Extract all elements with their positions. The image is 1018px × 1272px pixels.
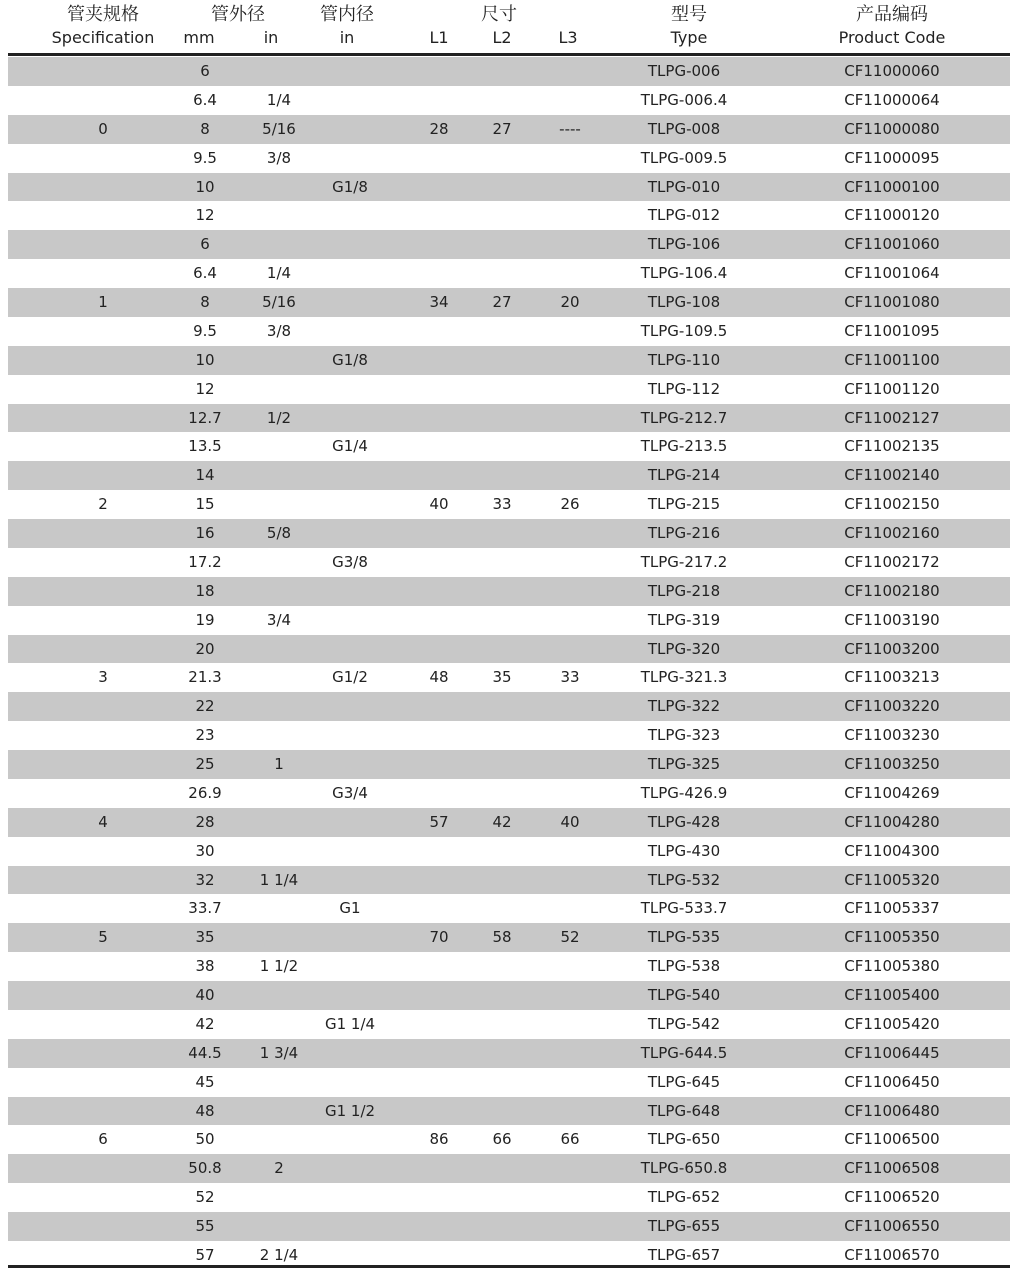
od-mm-cell: 33.7 bbox=[188, 899, 222, 918]
table-row bbox=[8, 750, 1010, 779]
type-cell: TLPG-321.3 bbox=[640, 668, 728, 687]
table-row bbox=[8, 1010, 1010, 1039]
code-cell: CF11001100 bbox=[844, 350, 940, 369]
id-in-cell: G1/8 bbox=[332, 177, 368, 196]
code-cell: CF11002180 bbox=[844, 581, 940, 600]
od-mm-cell: 6 bbox=[200, 235, 210, 254]
type-cell: TLPG-319 bbox=[647, 610, 721, 629]
code-cell: CF11006450 bbox=[844, 1072, 940, 1091]
od-header-zh: 管外径 bbox=[211, 4, 265, 25]
code-cell: CF11005380 bbox=[844, 957, 940, 976]
l2-cell: 35 bbox=[492, 668, 512, 687]
type-cell: TLPG-532 bbox=[647, 870, 721, 889]
table-row bbox=[8, 404, 1010, 433]
type-cell: TLPG-217.2 bbox=[640, 552, 728, 571]
code-cell: CF11001095 bbox=[844, 321, 940, 340]
id-in-cell: G1/4 bbox=[332, 437, 368, 456]
code-cell: CF11000060 bbox=[844, 62, 940, 80]
code-cell: CF11001060 bbox=[844, 235, 940, 254]
type-cell: TLPG-323 bbox=[647, 726, 721, 745]
od-mm-cell: 13.5 bbox=[188, 437, 222, 456]
table-row bbox=[8, 1097, 1010, 1126]
spec-cell: 2 bbox=[98, 495, 108, 514]
od-in-cell: 5/16 bbox=[262, 119, 296, 138]
type-cell: TLPG-540 bbox=[647, 986, 721, 1004]
od-mm-cell: 57 bbox=[195, 1245, 215, 1264]
l1-cell: 34 bbox=[429, 293, 449, 311]
table-row bbox=[8, 548, 1010, 577]
code-cell: CF11002140 bbox=[844, 466, 940, 485]
type-cell: TLPG-110 bbox=[647, 350, 721, 369]
code-cell: CF11000095 bbox=[844, 148, 940, 167]
spec-cell: 1 bbox=[98, 293, 108, 311]
type-header-zh: 型号 bbox=[671, 4, 707, 25]
table-row bbox=[8, 173, 1010, 202]
od-mm-cell: 48 bbox=[195, 1101, 215, 1120]
code-cell: CF11003200 bbox=[844, 639, 940, 658]
od-mm-cell: 21.3 bbox=[188, 668, 222, 687]
type-cell: TLPG-112 bbox=[647, 379, 721, 398]
code-cell: CF11000064 bbox=[844, 90, 940, 109]
table-row bbox=[8, 1212, 1010, 1241]
type-cell: TLPG-006 bbox=[647, 62, 721, 80]
table-row bbox=[8, 1183, 1010, 1212]
table-row bbox=[8, 490, 1010, 519]
od-mm-cell: 30 bbox=[195, 841, 215, 860]
type-cell: TLPG-538 bbox=[647, 957, 721, 976]
od-mm-cell: 42 bbox=[195, 1014, 215, 1033]
l2-cell: 27 bbox=[492, 119, 512, 138]
code-cell: CF11003230 bbox=[844, 726, 940, 745]
code-cell: CF11001080 bbox=[844, 293, 940, 311]
spec-cell: 5 bbox=[98, 928, 108, 947]
code-cell: CF11004269 bbox=[844, 783, 940, 802]
table-row bbox=[8, 288, 1010, 317]
od-mm-cell: 40 bbox=[195, 986, 215, 1004]
table-row bbox=[8, 663, 1010, 692]
od-mm-cell: 20 bbox=[195, 639, 215, 658]
od-in-cell: 1/4 bbox=[266, 264, 292, 283]
l1-cell: 48 bbox=[429, 668, 449, 687]
od-mm-cell: 23 bbox=[195, 726, 215, 745]
type-cell: TLPG-008 bbox=[647, 119, 721, 138]
type-cell: TLPG-542 bbox=[647, 1014, 721, 1033]
od-mm-cell: 12 bbox=[195, 379, 215, 398]
code-cell: CF11004300 bbox=[844, 841, 940, 860]
od-mm-cell: 6.4 bbox=[193, 264, 217, 283]
od-mm-cell: 15 bbox=[195, 495, 215, 514]
l3-cell: 66 bbox=[560, 1130, 580, 1149]
id-in-cell: G1 1/4 bbox=[324, 1014, 376, 1033]
spec-cell: 0 bbox=[98, 119, 108, 138]
table-row bbox=[8, 346, 1010, 375]
od-mm-cell: 26.9 bbox=[188, 783, 222, 802]
table-row bbox=[8, 1125, 1010, 1154]
l2-cell: 66 bbox=[492, 1130, 512, 1149]
spec-header-zh: 管夹规格 bbox=[67, 4, 139, 25]
code-cell: CF11006550 bbox=[844, 1217, 940, 1235]
od-mm-cell: 12 bbox=[195, 206, 215, 225]
table-row bbox=[8, 981, 1010, 1010]
code-cell: CF11001120 bbox=[844, 379, 940, 398]
code-cell: CF11006500 bbox=[844, 1130, 940, 1149]
od-mm-cell: 14 bbox=[195, 466, 215, 485]
code-cell: CF11006570 bbox=[844, 1245, 940, 1264]
table-row bbox=[8, 230, 1010, 259]
l2-cell: 58 bbox=[492, 928, 512, 947]
id-in-cell: G1 bbox=[339, 899, 361, 918]
table-row bbox=[8, 577, 1010, 606]
od-in-cell: 1/4 bbox=[266, 90, 292, 109]
od-mm-cell: 50.8 bbox=[188, 1159, 222, 1178]
code-cell: CF11005350 bbox=[844, 928, 940, 947]
id-in-cell: G1 1/2 bbox=[324, 1101, 376, 1120]
type-cell: TLPG-657 bbox=[647, 1245, 721, 1264]
type-cell: TLPG-650 bbox=[647, 1130, 721, 1149]
table-row bbox=[8, 894, 1010, 923]
od-mm-cell: 10 bbox=[195, 350, 215, 369]
code-header-zh: 产品编码 bbox=[856, 4, 928, 25]
table-header bbox=[0, 0, 1018, 55]
header-rule bbox=[8, 53, 1010, 56]
od-mm-cell: 6.4 bbox=[193, 90, 217, 109]
code-cell: CF11005400 bbox=[844, 986, 940, 1004]
type-cell: TLPG-106 bbox=[647, 235, 721, 254]
table-row bbox=[8, 808, 1010, 837]
od-mm-cell: 16 bbox=[195, 524, 215, 542]
id-in-cell: G3/8 bbox=[332, 552, 368, 571]
type-cell: TLPG-650.8 bbox=[640, 1159, 728, 1178]
table-row bbox=[8, 86, 1010, 115]
od-in-cell: 1 3/4 bbox=[259, 1043, 299, 1062]
code-cell: CF11005420 bbox=[844, 1014, 940, 1033]
table-row bbox=[8, 606, 1010, 635]
od-mm-cell: 50 bbox=[195, 1130, 215, 1149]
id-in-header: in bbox=[339, 28, 355, 47]
type-cell: TLPG-648 bbox=[647, 1101, 721, 1120]
table-row bbox=[8, 201, 1010, 230]
type-cell: TLPG-216 bbox=[647, 524, 721, 542]
type-cell: TLPG-006.4 bbox=[640, 90, 728, 109]
spec-cell: 3 bbox=[98, 668, 108, 687]
code-cell: CF11004280 bbox=[844, 812, 940, 831]
type-cell: TLPG-426.9 bbox=[640, 783, 728, 802]
table-row bbox=[8, 837, 1010, 866]
type-cell: TLPG-533.7 bbox=[640, 899, 728, 918]
table-body bbox=[8, 57, 1010, 1270]
bottom-rule bbox=[8, 1265, 1010, 1268]
od-in-cell: 2 bbox=[274, 1159, 284, 1178]
od-mm-cell: 12.7 bbox=[188, 408, 222, 427]
od-mm-cell: 45 bbox=[195, 1072, 215, 1091]
code-cell: CF11000120 bbox=[844, 206, 940, 225]
code-cell: CF11002160 bbox=[844, 524, 940, 542]
type-cell: TLPG-218 bbox=[647, 581, 721, 600]
od-mm-cell: 9.5 bbox=[193, 148, 217, 167]
type-cell: TLPG-325 bbox=[647, 755, 721, 773]
od-mm-cell: 8 bbox=[200, 119, 210, 138]
type-cell: TLPG-322 bbox=[647, 697, 721, 716]
type-cell: TLPG-214 bbox=[647, 466, 721, 485]
type-cell: TLPG-109.5 bbox=[640, 321, 728, 340]
table-row bbox=[8, 375, 1010, 404]
type-cell: TLPG-428 bbox=[647, 812, 721, 831]
l1-cell: 28 bbox=[429, 119, 449, 138]
id-in-cell: G1/8 bbox=[332, 350, 368, 369]
l3-cell: 52 bbox=[560, 928, 580, 947]
type-cell: TLPG-215 bbox=[647, 495, 721, 514]
od-mm-header: mm bbox=[183, 28, 215, 47]
od-in-cell: 5/8 bbox=[266, 524, 292, 542]
table-row bbox=[8, 1154, 1010, 1183]
code-cell: CF11006520 bbox=[844, 1188, 940, 1207]
l2-header: L2 bbox=[492, 28, 512, 47]
l1-header: L1 bbox=[429, 28, 449, 47]
table-row bbox=[8, 1039, 1010, 1068]
od-in-cell: 3/8 bbox=[266, 321, 292, 340]
l3-cell: 20 bbox=[560, 293, 580, 311]
table-row bbox=[8, 923, 1010, 952]
id-header-zh: 管内径 bbox=[320, 4, 374, 25]
od-in-cell: 2 1/4 bbox=[259, 1245, 299, 1264]
code-cell: CF11000100 bbox=[844, 177, 940, 196]
id-in-cell: G3/4 bbox=[332, 783, 368, 802]
od-mm-cell: 17.2 bbox=[188, 552, 222, 571]
od-in-cell: 3/8 bbox=[266, 148, 292, 167]
od-in-cell: 1/2 bbox=[266, 408, 292, 427]
od-in-cell: 3/4 bbox=[266, 610, 292, 629]
od-in-cell: 1 bbox=[274, 755, 284, 773]
table-row bbox=[8, 461, 1010, 490]
type-cell: TLPG-644.5 bbox=[640, 1043, 728, 1062]
type-cell: TLPG-655 bbox=[647, 1217, 721, 1235]
od-mm-cell: 38 bbox=[195, 957, 215, 976]
od-in-cell: 1 1/2 bbox=[259, 957, 299, 976]
code-cell: CF11002127 bbox=[844, 408, 940, 427]
type-cell: TLPG-430 bbox=[647, 841, 721, 860]
type-cell: TLPG-213.5 bbox=[640, 437, 728, 456]
type-cell: TLPG-212.7 bbox=[640, 408, 728, 427]
type-cell: TLPG-108 bbox=[647, 293, 721, 311]
code-cell: CF11003190 bbox=[844, 610, 940, 629]
type-cell: TLPG-320 bbox=[647, 639, 721, 658]
l2-cell: 42 bbox=[492, 812, 512, 831]
type-cell: TLPG-012 bbox=[647, 206, 721, 225]
od-mm-cell: 55 bbox=[195, 1217, 215, 1235]
l3-cell: 26 bbox=[560, 495, 580, 514]
table-row bbox=[8, 1068, 1010, 1097]
type-cell: TLPG-106.4 bbox=[640, 264, 728, 283]
code-cell: CF11000080 bbox=[844, 119, 940, 138]
od-mm-cell: 8 bbox=[200, 293, 210, 311]
od-mm-cell: 28 bbox=[195, 812, 215, 831]
id-in-cell: G1/2 bbox=[332, 668, 368, 687]
od-mm-cell: 18 bbox=[195, 581, 215, 600]
table-row bbox=[8, 692, 1010, 721]
type-cell: TLPG-652 bbox=[647, 1188, 721, 1207]
table-row bbox=[8, 144, 1010, 173]
spec-cell: 4 bbox=[98, 812, 108, 831]
l1-cell: 70 bbox=[429, 928, 449, 947]
code-cell: CF11002150 bbox=[844, 495, 940, 514]
code-cell: CF11002135 bbox=[844, 437, 940, 456]
od-mm-cell: 44.5 bbox=[188, 1043, 222, 1062]
spec-cell: 6 bbox=[98, 1130, 108, 1149]
table-row bbox=[8, 635, 1010, 664]
code-cell: CF11005320 bbox=[844, 870, 940, 889]
od-mm-cell: 22 bbox=[195, 697, 215, 716]
table-row bbox=[8, 57, 1010, 86]
od-mm-cell: 25 bbox=[195, 755, 215, 773]
l1-cell: 57 bbox=[429, 812, 449, 831]
od-mm-cell: 32 bbox=[195, 870, 215, 889]
code-cell: CF11002172 bbox=[844, 552, 940, 571]
l3-cell: 40 bbox=[560, 812, 580, 831]
l3-cell: 33 bbox=[560, 668, 580, 687]
code-cell: CF11003250 bbox=[844, 755, 940, 773]
type-cell: TLPG-009.5 bbox=[640, 148, 728, 167]
type-cell: TLPG-535 bbox=[647, 928, 721, 947]
table-row bbox=[8, 317, 1010, 346]
code-header-en: Product Code bbox=[838, 28, 946, 47]
table-row bbox=[8, 115, 1010, 144]
l2-cell: 33 bbox=[492, 495, 512, 514]
od-mm-cell: 35 bbox=[195, 928, 215, 947]
od-mm-cell: 19 bbox=[195, 610, 215, 629]
table-row bbox=[8, 721, 1010, 750]
type-cell: TLPG-645 bbox=[647, 1072, 721, 1091]
code-cell: CF11003213 bbox=[844, 668, 940, 687]
od-mm-cell: 9.5 bbox=[193, 321, 217, 340]
spec-header-en: Specification bbox=[51, 28, 155, 47]
table-row bbox=[8, 432, 1010, 461]
code-cell: CF11006508 bbox=[844, 1159, 940, 1178]
code-cell: CF11003220 bbox=[844, 697, 940, 716]
table-row bbox=[8, 259, 1010, 288]
l3-header: L3 bbox=[558, 28, 578, 47]
code-cell: CF11005337 bbox=[844, 899, 940, 918]
od-in-cell: 1 1/4 bbox=[259, 870, 299, 889]
type-header-en: Type bbox=[670, 28, 708, 47]
dim-header-zh: 尺寸 bbox=[481, 4, 517, 25]
table-row bbox=[8, 866, 1010, 895]
od-in-header: in bbox=[263, 28, 279, 47]
code-cell: CF11006480 bbox=[844, 1101, 940, 1120]
l1-cell: 86 bbox=[429, 1130, 449, 1149]
od-mm-cell: 52 bbox=[195, 1188, 215, 1207]
type-cell: TLPG-010 bbox=[647, 177, 721, 196]
od-mm-cell: 10 bbox=[195, 177, 215, 196]
od-in-cell: 5/16 bbox=[262, 293, 296, 311]
table-row bbox=[8, 779, 1010, 808]
l2-cell: 27 bbox=[492, 293, 512, 311]
code-cell: CF11006445 bbox=[844, 1043, 940, 1062]
od-mm-cell: 6 bbox=[200, 62, 210, 80]
l1-cell: 40 bbox=[429, 495, 449, 514]
code-cell: CF11001064 bbox=[844, 264, 940, 283]
table-row bbox=[8, 519, 1010, 548]
l3-cell: ---- bbox=[559, 119, 581, 138]
table-row bbox=[8, 952, 1010, 981]
